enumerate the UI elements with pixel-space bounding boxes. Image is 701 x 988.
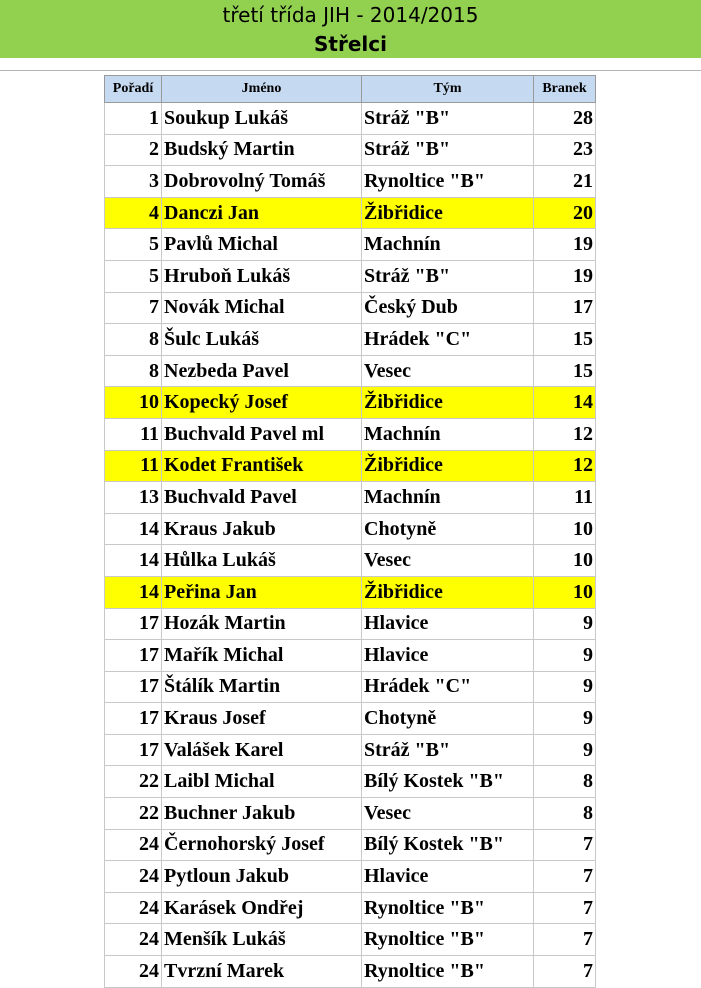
player-name-cell: Valášek Karel (162, 734, 362, 766)
rank-cell: 17 (105, 671, 162, 703)
goals-cell: 9 (534, 734, 596, 766)
rank-cell: 3 (105, 166, 162, 198)
rank-cell: 17 (105, 640, 162, 672)
player-name-cell: Šulc Lukáš (162, 324, 362, 356)
rank-cell: 17 (105, 703, 162, 735)
team-cell: Žibřidice (362, 197, 534, 229)
player-name-cell: Budský Martin (162, 134, 362, 166)
table-row (105, 608, 596, 640)
rank-cell: 17 (105, 608, 162, 640)
table-row (105, 829, 596, 861)
table-row (105, 734, 596, 766)
player-name-cell: Kodet František (162, 450, 362, 482)
team-cell: Vesec (362, 355, 534, 387)
player-name-cell: Kopecký Josef (162, 387, 362, 419)
goals-cell: 8 (534, 766, 596, 798)
team-cell: Rynoltice "B" (362, 956, 534, 988)
goals-cell: 9 (534, 608, 596, 640)
goals-cell: 19 (534, 260, 596, 292)
player-name-cell: Hůlka Lukáš (162, 545, 362, 577)
team-cell: Chotyně (362, 703, 534, 735)
team-cell: Český Dub (362, 292, 534, 324)
rank-cell: 5 (105, 229, 162, 261)
rank-cell: 14 (105, 545, 162, 577)
table-row (105, 260, 596, 292)
team-cell: Machnín (362, 418, 534, 450)
player-name-cell: Pavlů Michal (162, 229, 362, 261)
team-cell: Žibřidice (362, 576, 534, 608)
rank-cell: 1 (105, 103, 162, 135)
team-cell: Rynoltice "B" (362, 166, 534, 198)
team-cell: Hlavice (362, 608, 534, 640)
team-cell: Stráž "B" (362, 734, 534, 766)
divider (0, 70, 701, 71)
team-cell: Stráž "B" (362, 134, 534, 166)
player-name-cell: Danczi Jan (162, 197, 362, 229)
table-row (105, 924, 596, 956)
player-name-cell: Hruboň Lukáš (162, 260, 362, 292)
table-row (105, 861, 596, 893)
goals-cell: 10 (534, 545, 596, 577)
team-cell: Žibřidice (362, 450, 534, 482)
player-name-cell: Soukup Lukáš (162, 103, 362, 135)
goals-cell: 12 (534, 418, 596, 450)
team-cell: Hlavice (362, 640, 534, 672)
goals-cell: 9 (534, 703, 596, 735)
team-cell: Stráž "B" (362, 260, 534, 292)
goals-cell: 9 (534, 671, 596, 703)
player-name-cell: Buchvald Pavel (162, 482, 362, 514)
table-row (105, 545, 596, 577)
rank-cell: 13 (105, 482, 162, 514)
goals-cell: 7 (534, 829, 596, 861)
goals-cell: 14 (534, 387, 596, 419)
table-header-row (105, 76, 596, 103)
table-row (105, 292, 596, 324)
table-row (105, 450, 596, 482)
goals-cell: 7 (534, 956, 596, 988)
rank-cell: 22 (105, 766, 162, 798)
rank-cell: 2 (105, 134, 162, 166)
goals-cell: 21 (534, 166, 596, 198)
player-name-cell: Karásek Ondřej (162, 892, 362, 924)
team-cell: Hrádek "C" (362, 671, 534, 703)
table-row (105, 355, 596, 387)
table-row (105, 513, 596, 545)
player-name-cell: Štálík Martin (162, 671, 362, 703)
player-name-cell: Černohorský Josef (162, 829, 362, 861)
player-name-cell: Buchner Jakub (162, 798, 362, 830)
table-row (105, 956, 596, 988)
table-row (105, 229, 596, 261)
goals-cell: 11 (534, 482, 596, 514)
team-cell: Rynoltice "B" (362, 892, 534, 924)
goals-cell: 9 (534, 640, 596, 672)
rank-cell: 24 (105, 861, 162, 893)
rank-cell: 10 (105, 387, 162, 419)
table-row (105, 892, 596, 924)
table-row (105, 134, 596, 166)
column-header-rank: Pořadí (105, 76, 162, 103)
player-name-cell: Nezbeda Pavel (162, 355, 362, 387)
column-header-team: Tým (362, 76, 534, 103)
rank-cell: 11 (105, 418, 162, 450)
player-name-cell: Novák Michal (162, 292, 362, 324)
team-cell: Vesec (362, 798, 534, 830)
column-header-goals: Branek (534, 76, 596, 103)
goals-cell: 17 (534, 292, 596, 324)
team-cell: Machnín (362, 229, 534, 261)
rank-cell: 4 (105, 197, 162, 229)
player-name-cell: Tvrzní Marek (162, 956, 362, 988)
goals-cell: 8 (534, 798, 596, 830)
player-name-cell: Menšík Lukáš (162, 924, 362, 956)
header-banner (0, 0, 701, 58)
player-name-cell: Pytloun Jakub (162, 861, 362, 893)
team-cell: Rynoltice "B" (362, 924, 534, 956)
team-cell: Machnín (362, 482, 534, 514)
goals-cell: 12 (534, 450, 596, 482)
goals-cell: 20 (534, 197, 596, 229)
scorers-table (104, 75, 596, 988)
table-row (105, 703, 596, 735)
page-subtitle: Střelci (314, 32, 387, 56)
team-cell: Vesec (362, 545, 534, 577)
rank-cell: 5 (105, 260, 162, 292)
table-row (105, 640, 596, 672)
rank-cell: 8 (105, 355, 162, 387)
team-cell: Hrádek "C" (362, 324, 534, 356)
team-cell: Žibřidice (362, 387, 534, 419)
player-name-cell: Kraus Josef (162, 703, 362, 735)
goals-cell: 7 (534, 892, 596, 924)
goals-cell: 19 (534, 229, 596, 261)
goals-cell: 15 (534, 324, 596, 356)
table-row (105, 671, 596, 703)
table-row (105, 324, 596, 356)
table-row (105, 103, 596, 135)
table-row (105, 418, 596, 450)
goals-cell: 7 (534, 861, 596, 893)
goals-cell: 7 (534, 924, 596, 956)
player-name-cell: Buchvald Pavel ml (162, 418, 362, 450)
table-row (105, 576, 596, 608)
table-row (105, 482, 596, 514)
player-name-cell: Dobrovolný Tomáš (162, 166, 362, 198)
player-name-cell: Laibl Michal (162, 766, 362, 798)
rank-cell: 22 (105, 798, 162, 830)
table-row (105, 766, 596, 798)
player-name-cell: Mařík Michal (162, 640, 362, 672)
table-row (105, 197, 596, 229)
rank-cell: 24 (105, 829, 162, 861)
rank-cell: 24 (105, 892, 162, 924)
team-cell: Bílý Kostek "B" (362, 829, 534, 861)
rank-cell: 24 (105, 924, 162, 956)
goals-cell: 10 (534, 513, 596, 545)
team-cell: Stráž "B" (362, 103, 534, 135)
rank-cell: 11 (105, 450, 162, 482)
rank-cell: 24 (105, 956, 162, 988)
table-row (105, 387, 596, 419)
team-cell: Chotyně (362, 513, 534, 545)
page-title: třetí třída JIH - 2014/2015 (222, 3, 479, 27)
goals-cell: 23 (534, 134, 596, 166)
rank-cell: 7 (105, 292, 162, 324)
rank-cell: 14 (105, 513, 162, 545)
player-name-cell: Hozák Martin (162, 608, 362, 640)
team-cell: Bílý Kostek "B" (362, 766, 534, 798)
table-row (105, 166, 596, 198)
rank-cell: 17 (105, 734, 162, 766)
goals-cell: 15 (534, 355, 596, 387)
player-name-cell: Peřina Jan (162, 576, 362, 608)
team-cell: Hlavice (362, 861, 534, 893)
goals-cell: 28 (534, 103, 596, 135)
goals-cell: 10 (534, 576, 596, 608)
table-row (105, 798, 596, 830)
rank-cell: 8 (105, 324, 162, 356)
player-name-cell: Kraus Jakub (162, 513, 362, 545)
column-header-name: Jméno (162, 76, 362, 103)
rank-cell: 14 (105, 576, 162, 608)
